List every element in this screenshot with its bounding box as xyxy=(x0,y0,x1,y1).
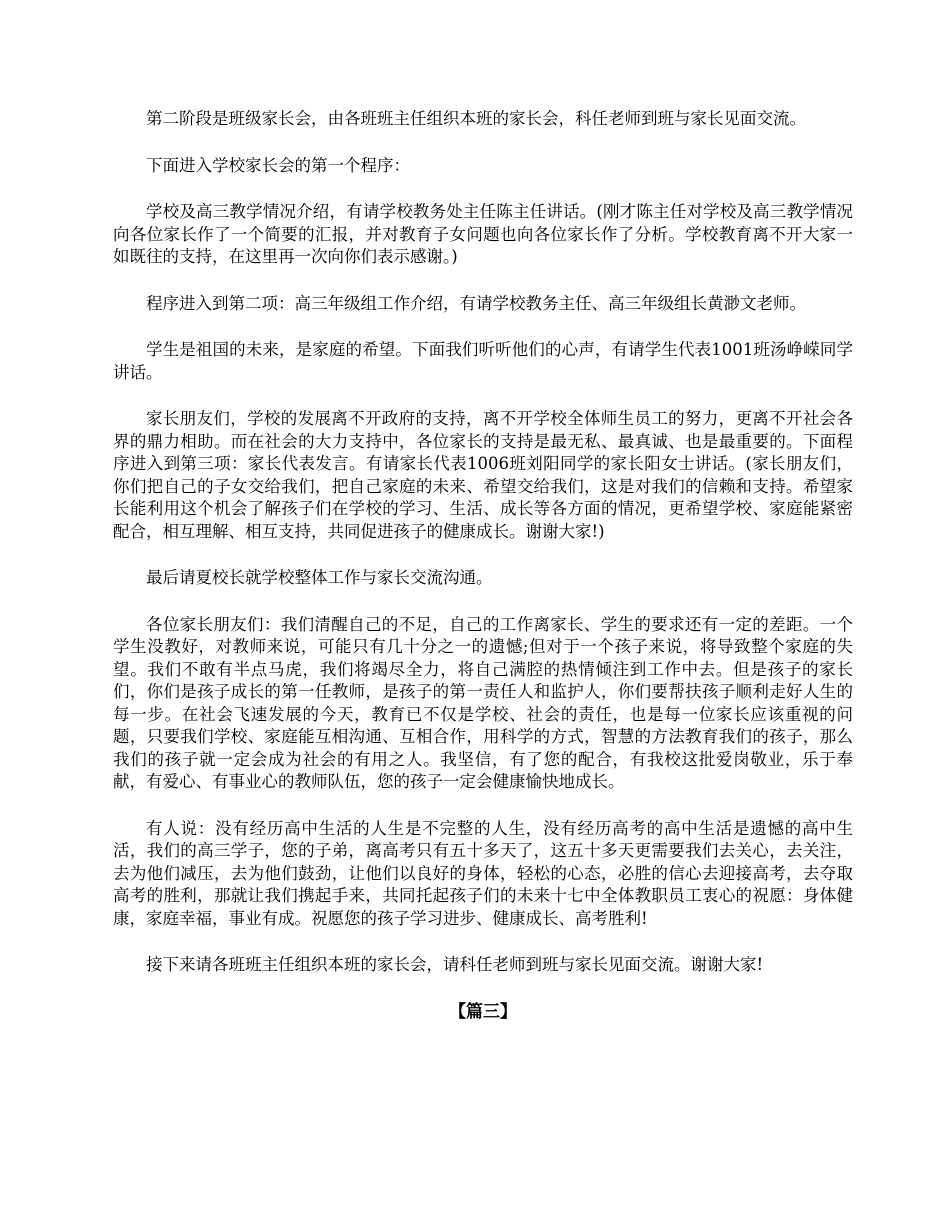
paragraph-6: 家长朋友们，学校的发展离不开政府的支持，离不开学校全体师生员工的努力，更离不开社会各界的鼎力相助。而在社会的大力支持中，各位家长的支持是最无私、最真诚、也是最重要的。下面程序进入到第三项：家长代表发言。有请家长代表1006班刘阳同学的家长阳女士讲话。(家长朋友们，你们把自己的子女交给我们，把自己家庭的未来、希望交给我们，这是对我们的信赖和支持。希望家长能利用这个机会了解孩子们在学校的学习、生活、成长等各方面的情况，更希望学校、家庭能紧密配合，相互理解、相互支持，共同促进孩子的健康成长。谢谢大家!) xyxy=(113,409,853,541)
paragraph-4: 程序进入到第二项：高三年级组工作介绍，有请学校教务主任、高三年级组长黄渺文老师。 xyxy=(146,293,806,313)
paragraph-3: 学校及高三教学情况介绍，有请学校教务处主任陈主任讲话。(刚才陈主任对学校及高三教学情况向各位家长作了一个简要的汇报，并对教育子女问题也向各位家长作了分析。学校教育离不开大家一如既往的支持，在这里再一次向你们表示感谢。) xyxy=(113,202,853,266)
paragraph-2: 下面进入学校家长会的第一个程序： xyxy=(146,155,410,175)
document-page xyxy=(113,108,853,1023)
section-heading: 【篇三】 xyxy=(449,1001,517,1022)
paragraph-9: 有人说：没有经历高中生活的人生是不完整的人生，没有经历高考的高中生活是遗憾的高中生活，我们的高三学子，您的子弟，离高考只有五十多天了，这五十多天更需要我们去关心，去关注，去为他们减压，去为他们鼓劲，让他们以良好的身体，轻松的心态，必胜的信心去迎接高考，去夺取高考的胜利，那就让我们携起手来，共同托起孩子们的未来十七中全体教职员工衷心的祝愿：身体健康，家庭幸福，事业有成。祝愿您的孩子学习进步、健康成长、高考胜利! xyxy=(113,818,853,928)
paragraph-5: 学生是祖国的未来，是家庭的希望。下面我们听听他们的心声，有请学生代表1001班汤峥嵘同学讲话。 xyxy=(113,340,853,382)
paragraph-8: 各位家长朋友们：我们清醒自己的不足，自己的工作离家长、学生的要求还有一定的差距。一个学生没教好，对教师来说，可能只有几十分之一的遗憾;但对于一个孩子来说，将导致整个家庭的失望。我们不敢有半点马虎，我们将竭尽全力，将自己满腔的热情倾注到工作中去。但是孩子的家长们，你们是孩子成长的第一任教师，是孩子的第一责任人和监护人，你们要帮扶孩子顺利走好人生的每一步。在社会飞速发展的今天，教育已不仅是学校、社会的责任，也是每一位家长应该重视的问题，只要我们学校、家庭能互相沟通、互相合作，用科学的方式，智慧的方法教育我们的孩子，那么我们的孩子就一定会成为社会的有用之人。我坚信，有了您的配合，有我校这批爱岗敬业，乐于奉献，有爱心、有事业心的教师队伍，您的孩子一定会健康愉快地成长。 xyxy=(113,614,853,791)
paragraph-1: 第二阶段是班级家长会，由各班班主任组织本班的家长会，科任老师到班与家长见面交流。 xyxy=(146,109,806,128)
paragraph-10: 接下来请各班班主任组织本班的家长会，请科任老师到班与家长见面交流。谢谢大家! xyxy=(146,955,764,974)
paragraph-7: 最后请夏校长就学校整体工作与家长交流沟通。 xyxy=(146,568,493,587)
